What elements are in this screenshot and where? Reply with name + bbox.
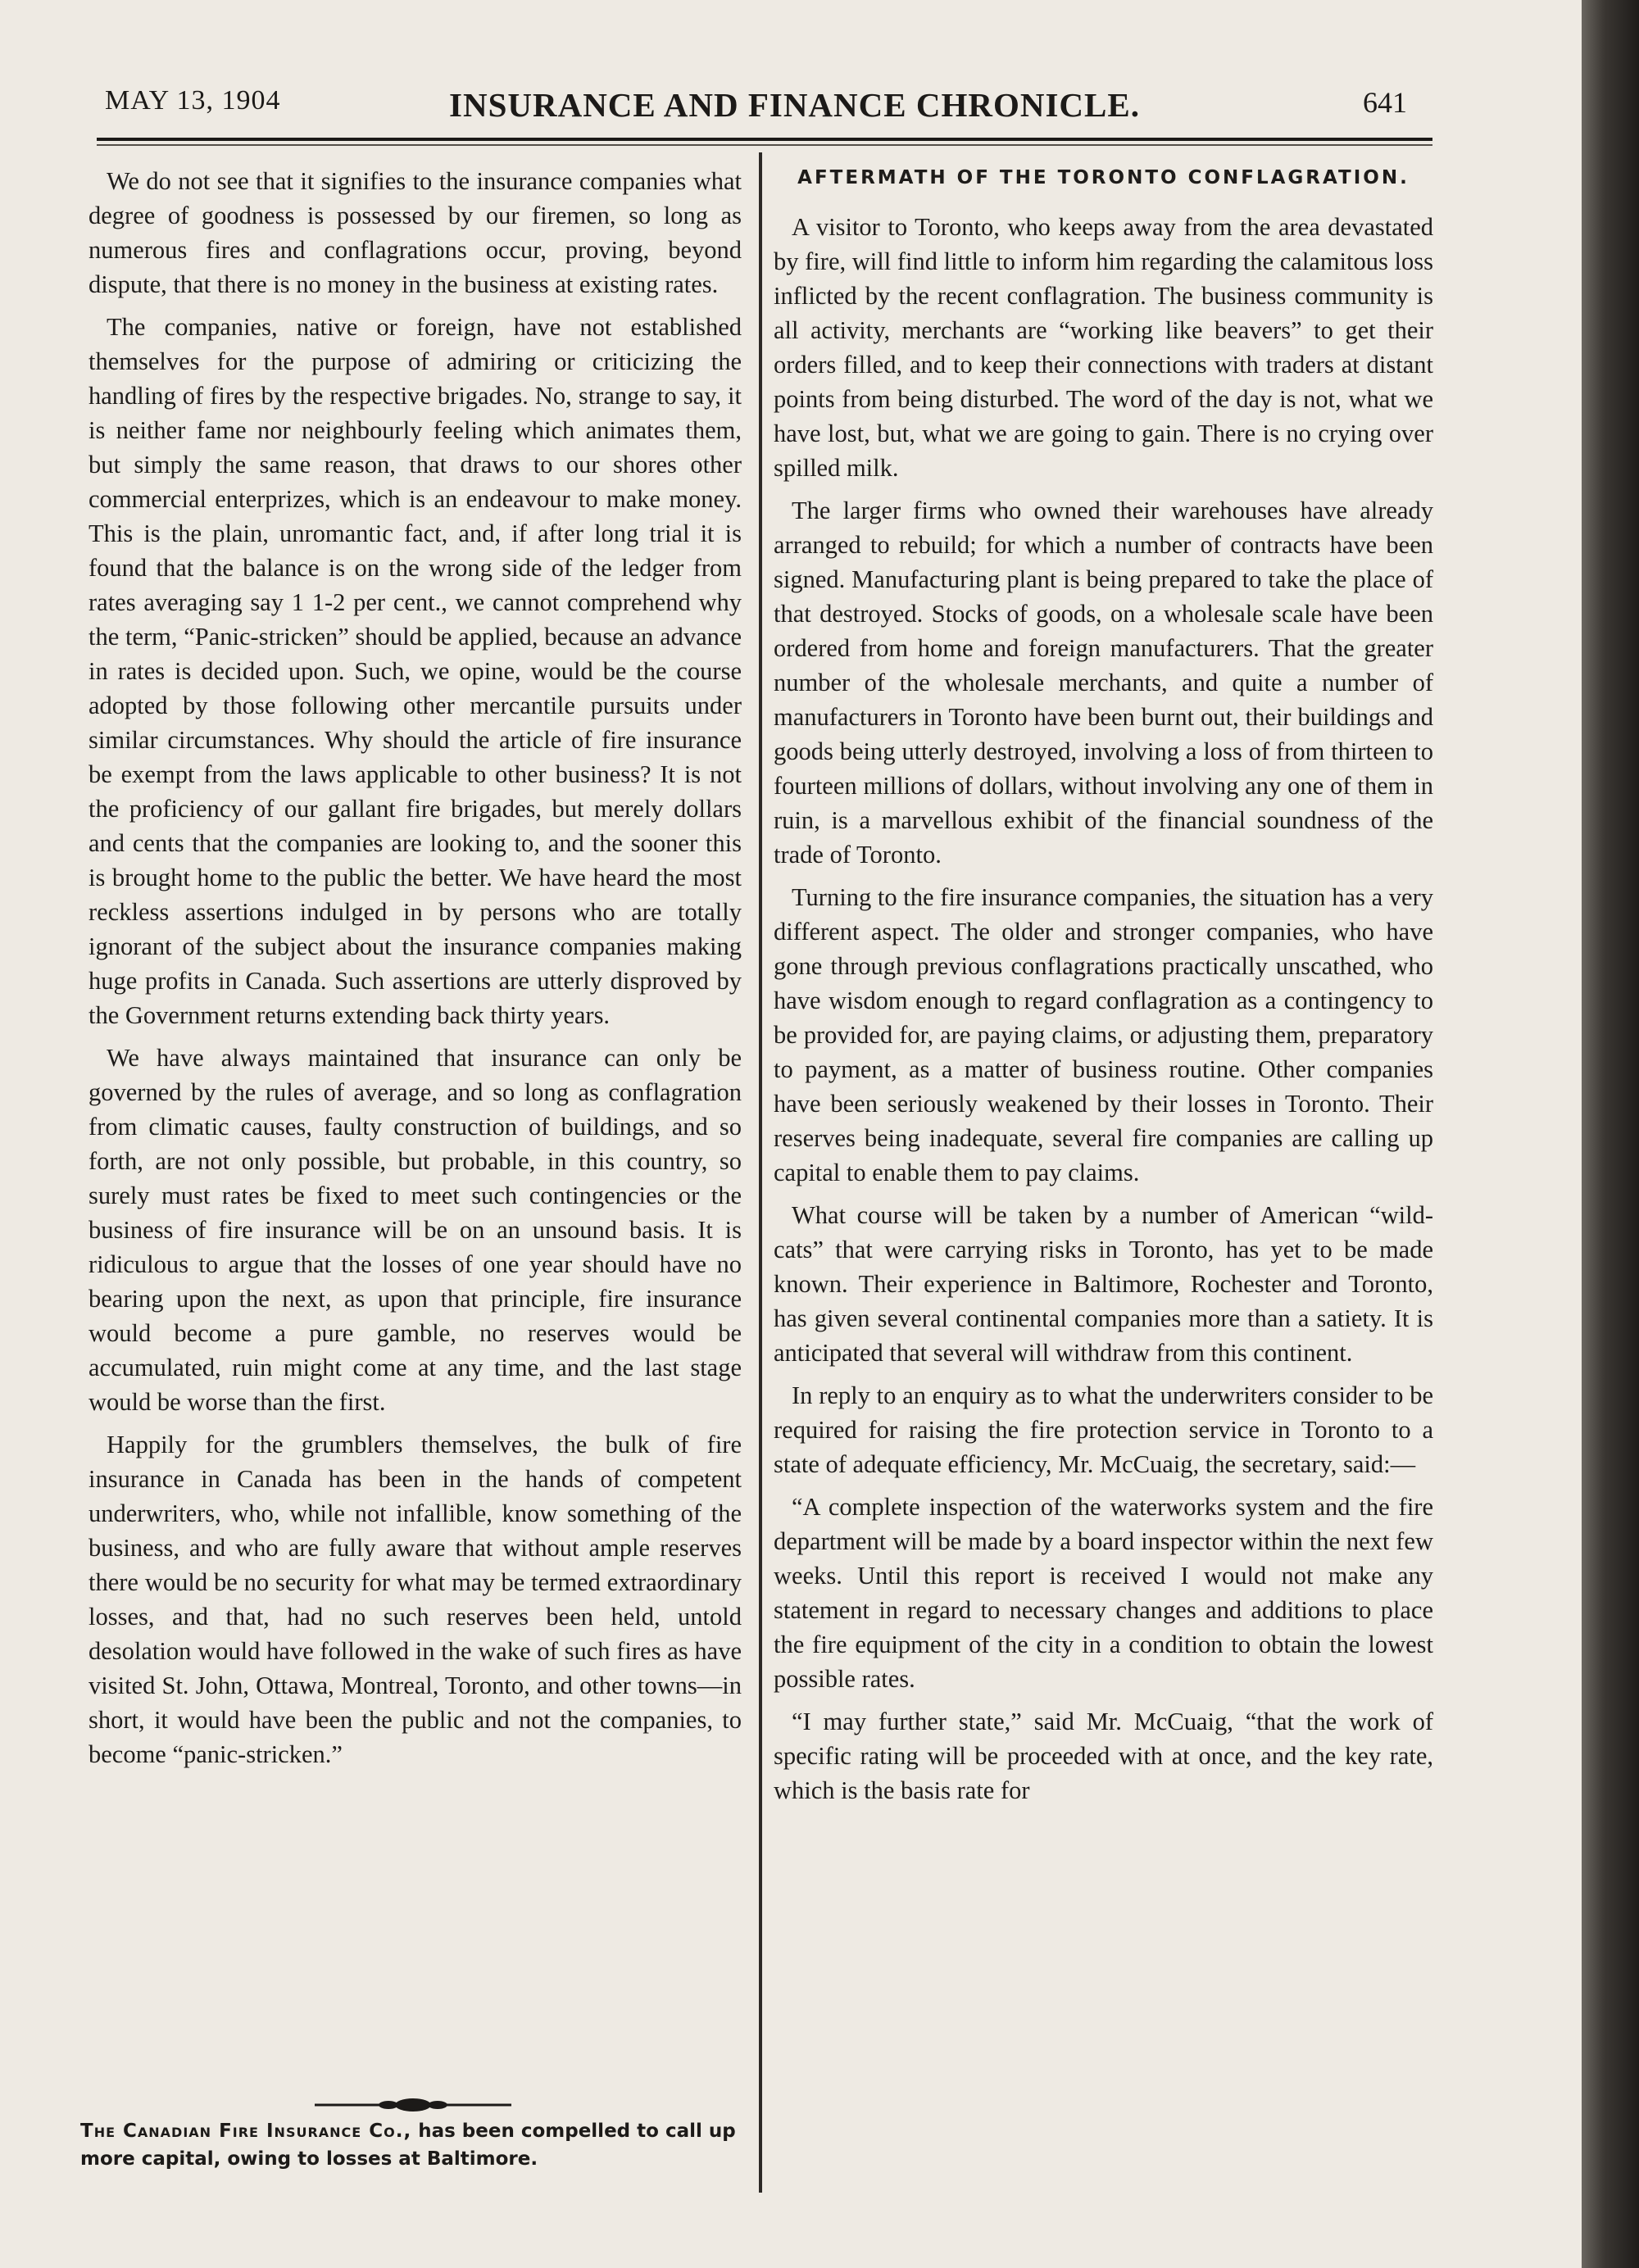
paragraph: The larger firms who owned their warehouses have already arranged to rebuild; for which a number of contracts have been signed. Manufacturing plant is being prepared to take the place of that destroyed. Stocks of goods, on a wholesale scale have been ordered from home and foreign manufacturers. That the greater number of the wholesale merchants, and quite a number of manufacturers in Toronto have been burnt out, their buildings and goods being utterly destroyed, involving a loss of from thirteen to fourteen millions of dollars, without involving any one of them in ruin, is a marvellous exhibit of the financial soundness of the trade of Toronto.: [774, 497, 1433, 869]
book-spine: [1582, 0, 1639, 2268]
header-rule: [97, 138, 1432, 141]
left-column: [89, 164, 742, 1780]
paragraph: What course will be taken by a number of American “wild-cats” that were carrying risks in Toronto, has yet to be made known. Their experience in Baltimore, Rochester and Toronto, has given several continental companies more than a satiety. It is anticipated that several will withdraw from this continent.: [774, 1201, 1433, 1367]
paragraph: We have always maintained that insurance can only be governed by the rules of average, and so long as conflagration from climatic causes, faulty construction of buildings, and so forth, are not only possible, but probable, in this country, so surely must rates be fixed to meet such contingencies or the business of fire insurance will be on an unsound basis. It is ridiculous to argue that the losses of one year should have no bearing upon the next, as upon that principle, fire insurance would become a pure gamble, no reserves would be accumulated, ruin might come at any time, and the last stage would be worse than the first.: [89, 1044, 742, 1416]
header-rule-thin: [97, 144, 1432, 146]
paragraph: “I may further state,” said Mr. McCuaig, “that the work of specific rating will be proceeded with at once, and the key rate, which is the basis rate for: [774, 1708, 1433, 1804]
page-number: 641: [1363, 86, 1407, 119]
page-header: [105, 85, 1432, 134]
company-notice: [80, 2117, 746, 2173]
issue-date: MAY 13, 1904: [105, 85, 281, 116]
right-column: [774, 164, 1433, 1816]
ornament-divider-icon: [315, 2093, 511, 2117]
paragraph: A visitor to Toronto, who keeps away from the area devastated by fire, will find little to inform him regarding the calamitous loss inflicted by the recent conflagration. The business community is all activity, merchants are “working like beavers” to get their orders filled, and to keep their connections with traders at distant points from being disturbed. The word of the day is not, what we have lost, but, what we are going to gain. There is no crying over spilled milk.: [774, 213, 1433, 482]
paragraph: Happily for the grumblers themselves, the bulk of fire insurance in Canada has been in the hands of competent underwriters, who, while not infallible, know something of the business, and who are fully aware that without ample reserves there would be no security for what may be termed extraordinary losses, and that, had no such reserves been held, untold desolation would have followed in the wake of such fires as have visited St. John, Ottawa, Montreal, Toronto, and other towns—in short, it would have been the public and not the companies, to become “panic-stricken.”: [89, 1431, 742, 1768]
paragraph: We do not see that it signifies to the insurance companies what degree of goodness is possessed by our firemen, so long as numerous fires and conflagrations occur, proving, beyond dispute, that there is no money in the business at existing rates.: [89, 167, 742, 298]
column-divider: [759, 152, 762, 2193]
paragraph: “A complete inspection of the waterworks system and the fire department will be made by a board inspector within the next few weeks. Until this report is received I would not make any statement in regard to necessary changes and additions to place the fire equipment of the city in a condition to obtain the lowest possible rates.: [774, 1493, 1433, 1693]
notice-company: The Canadian Fire Insurance Co.,: [80, 2121, 412, 2142]
journal-title: INSURANCE AND FINANCE CHRONICLE.: [449, 86, 1140, 124]
paragraph: The companies, native or foreign, have not established themselves for the purpose of admiring or criticizing the handling of fires by the respective brigades. No, strange to say, it is neither fame nor neighbourly feeling which animates them, but simply the same reason, that draws to our shores other commercial enterprizes, which is an endeavour to make money. This is the plain, unromantic fact, and, if after long trial it is found that the balance is on the wrong side of the ledger from rates averaging say 1 1-2 per cent., we cannot comprehend why the term, “Panic-stricken” should be applied, because an advance in rates is decided upon. Such, we opine, would be the course adopted by those following other mercantile pursuits under similar circumstances. Why should the article of fire insurance be exempt from the laws applicable to other business? It is not the proficiency of our gallant fire brigades, but merely dollars and cents that the companies are looking to, and the sooner this is brought home to the public the better. We have heard the most reckless assertions indulged in by persons who are totally ignorant of the subject about the insurance companies making huge profits in Canada. Such assertions are utterly disproved by the Government returns extending back thirty years.: [89, 313, 742, 1029]
paragraph: Turning to the fire insurance companies, the situation has a very different aspect. The older and stronger companies, who have gone through previous conflagrations practically unscathed, who have wisdom enough to regard conflagration as a contingency to be provided for, are paying claims, or adjusting them, preparatory to payment, as a matter of business routine. Other companies have been seriously weakened by their losses in Toronto. Their reserves being inadequate, several fire companies are calling up capital to enable them to pay claims.: [774, 883, 1433, 1186]
notice-text: has been compelled to call up more capital, owing to losses at Baltimore.: [80, 2121, 736, 2170]
paragraph: In reply to an enquiry as to what the underwriters consider to be required for raising the fire protection service in Toronto to a state of adequate efficiency, Mr. McCuaig, the secretary, said:—: [774, 1381, 1433, 1478]
article-headline: AFTERMATH OF THE TORONTO CONFLAGRATION.: [797, 167, 1410, 188]
